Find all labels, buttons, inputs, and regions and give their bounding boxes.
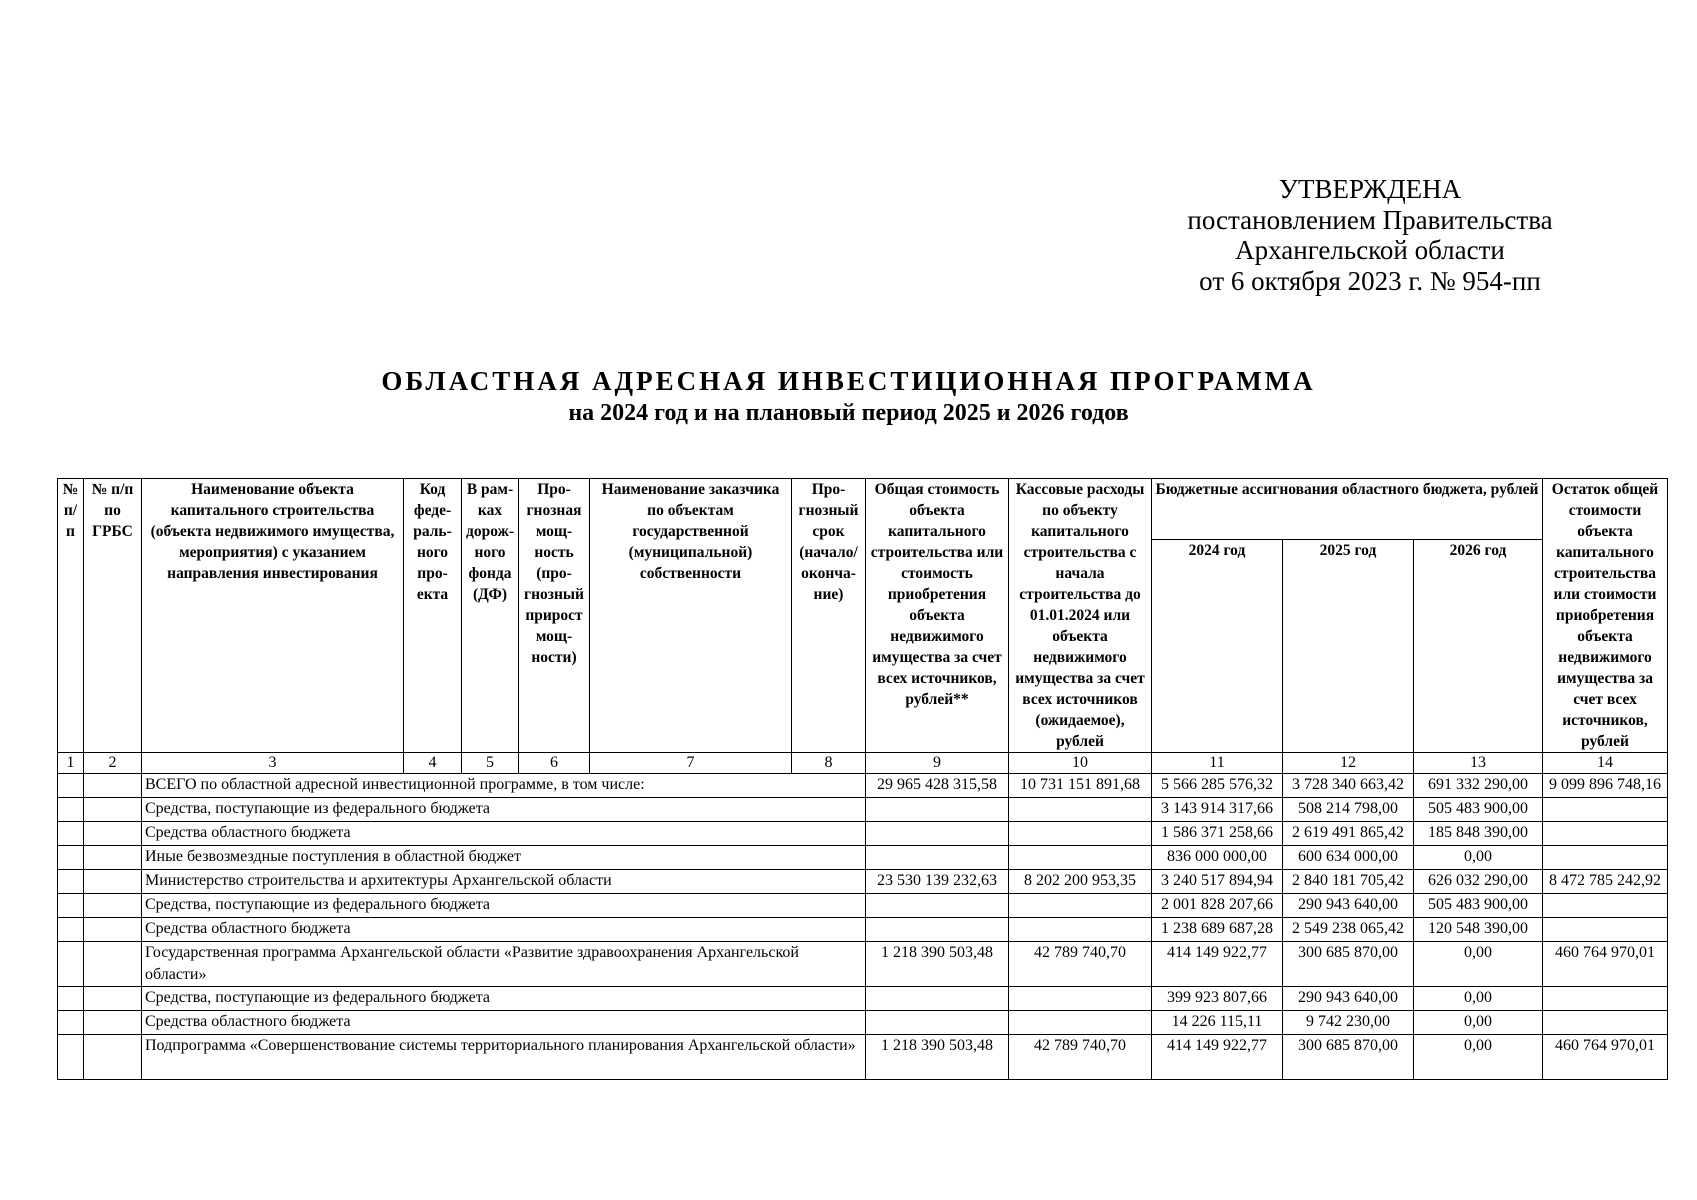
row-2025-cell: 290 943 640,00: [1283, 987, 1414, 1011]
header-road-fund: В рам-ках дорож-ного фонда (ДФ): [462, 479, 519, 753]
row-number-cell: [58, 846, 84, 870]
approval-line-2: постановлением Правительства: [1187, 204, 1553, 235]
row-2024-cell: 414 149 922,77: [1152, 942, 1283, 987]
column-number: 5: [462, 753, 519, 774]
row-remainder-cell: [1543, 894, 1668, 918]
row-remainder-cell: 460 764 970,01: [1543, 1035, 1668, 1080]
row-grbs-cell: [84, 894, 142, 918]
header-total-cost: Общая стоимость объекта капитального строительства или стоимость приобретения объекта недвижимого имущества за счет всех источников, рублей**: [866, 479, 1009, 753]
row-name-cell: Средства, поступающие из федерального бюджета: [142, 798, 866, 822]
row-grbs-cell: [84, 870, 142, 894]
row-2025-cell: 300 685 870,00: [1283, 1035, 1414, 1080]
column-number: 8: [792, 753, 866, 774]
row-remainder-cell: [1543, 987, 1668, 1011]
column-number: 12: [1283, 753, 1414, 774]
table-row: [58, 822, 1668, 846]
column-number: 2: [84, 753, 142, 774]
column-number: 11: [1152, 753, 1283, 774]
investment-program-table: [57, 478, 1668, 1080]
row-cash-expenses-cell: [1009, 894, 1152, 918]
header-federal-project-code: Код феде-раль-ного про-екта: [404, 479, 462, 753]
row-total-cost-cell: [866, 1011, 1009, 1035]
row-2026-cell: 0,00: [1414, 1011, 1543, 1035]
column-number: 7: [590, 753, 792, 774]
row-cash-expenses-cell: 8 202 200 953,35: [1009, 870, 1152, 894]
header-customer: Наименование заказчика по объектам государственной (муниципальной) собственности: [590, 479, 792, 753]
row-2025-cell: 290 943 640,00: [1283, 894, 1414, 918]
row-remainder-cell: 460 764 970,01: [1543, 942, 1668, 987]
column-number: 1: [58, 753, 84, 774]
column-number-row: [58, 753, 1668, 774]
row-2024-cell: 3 143 914 317,66: [1152, 798, 1283, 822]
row-2024-cell: 1 238 689 687,28: [1152, 918, 1283, 942]
row-grbs-cell: [84, 987, 142, 1011]
row-total-cost-cell: [866, 822, 1009, 846]
row-remainder-cell: [1543, 1011, 1668, 1035]
row-2025-cell: 9 742 230,00: [1283, 1011, 1414, 1035]
header-object-name: Наименование объекта капитального строительства (объекта недвижимого имущества, мероприятия) с указанием направления инвестирования: [142, 479, 404, 753]
row-number-cell: [58, 1035, 84, 1080]
row-2026-cell: 691 332 290,00: [1414, 774, 1543, 798]
row-remainder-cell: [1543, 822, 1668, 846]
table-header: [58, 479, 1668, 774]
table-row: [58, 894, 1668, 918]
row-2025-cell: 2 549 238 065,42: [1283, 918, 1414, 942]
row-name-cell: Государственная программа Архангельской области «Развитие здравоохранения Архангельской области»: [142, 942, 866, 987]
row-2025-cell: 508 214 798,00: [1283, 798, 1414, 822]
column-number: 10: [1009, 753, 1152, 774]
row-cash-expenses-cell: [1009, 1011, 1152, 1035]
row-2025-cell: 3 728 340 663,42: [1283, 774, 1414, 798]
row-number-cell: [58, 942, 84, 987]
header-year-2024: 2024 год: [1152, 540, 1283, 753]
row-cash-expenses-cell: [1009, 987, 1152, 1011]
row-remainder-cell: [1543, 798, 1668, 822]
header-remainder: Остаток общей стоимости объекта капитального строительства или стоимости приобретения объекта недвижимого имущества за счет всех источников, рублей: [1543, 479, 1668, 753]
row-total-cost-cell: [866, 987, 1009, 1011]
row-grbs-cell: [84, 846, 142, 870]
row-name-cell: Средства областного бюджета: [142, 822, 866, 846]
row-2024-cell: 3 240 517 894,94: [1152, 870, 1283, 894]
row-cash-expenses-cell: [1009, 918, 1152, 942]
row-remainder-cell: 9 099 896 748,16: [1543, 774, 1668, 798]
header-year-2026: 2026 год: [1414, 540, 1543, 753]
approval-line-3: Архангельской области: [1235, 235, 1505, 265]
row-number-cell: [58, 870, 84, 894]
row-2025-cell: 2 619 491 865,42: [1283, 822, 1414, 846]
row-2026-cell: 0,00: [1414, 942, 1543, 987]
column-number: 4: [404, 753, 462, 774]
row-total-cost-cell: [866, 894, 1009, 918]
row-2026-cell: 0,00: [1414, 1035, 1543, 1080]
row-number-cell: [58, 918, 84, 942]
row-remainder-cell: [1543, 918, 1668, 942]
row-total-cost-cell: 23 530 139 232,63: [866, 870, 1009, 894]
approval-stamp: [1160, 174, 1580, 296]
column-number: 9: [866, 753, 1009, 774]
row-2025-cell: 300 685 870,00: [1283, 942, 1414, 987]
row-2024-cell: 399 923 807,66: [1152, 987, 1283, 1011]
row-grbs-cell: [84, 822, 142, 846]
row-name-cell: Средства, поступающие из федерального бюджета: [142, 987, 866, 1011]
row-2025-cell: 2 840 181 705,42: [1283, 870, 1414, 894]
table-row: [58, 846, 1668, 870]
row-2026-cell: 505 483 900,00: [1414, 894, 1543, 918]
table-row: [58, 987, 1668, 1011]
row-grbs-cell: [84, 942, 142, 987]
row-remainder-cell: [1543, 846, 1668, 870]
row-grbs-cell: [84, 774, 142, 798]
row-2026-cell: 0,00: [1414, 987, 1543, 1011]
row-cash-expenses-cell: [1009, 822, 1152, 846]
row-name-cell: Министерство строительства и архитектуры Архангельской области: [142, 870, 866, 894]
row-number-cell: [58, 894, 84, 918]
row-name-cell: Подпрограмма «Совершенствование системы территориального планирования Архангельской области»: [142, 1035, 866, 1080]
row-2026-cell: 185 848 390,00: [1414, 822, 1543, 846]
row-total-cost-cell: 1 218 390 503,48: [866, 942, 1009, 987]
row-2024-cell: 5 566 285 576,32: [1152, 774, 1283, 798]
document-subtitle: на 2024 год и на плановый период 2025 и 2026 годов: [568, 400, 1129, 426]
row-2026-cell: 626 032 290,00: [1414, 870, 1543, 894]
row-2024-cell: 414 149 922,77: [1152, 1035, 1283, 1080]
row-2024-cell: 1 586 371 258,66: [1152, 822, 1283, 846]
table-row: [58, 774, 1668, 798]
row-number-cell: [58, 822, 84, 846]
table-row: [58, 1035, 1668, 1080]
row-grbs-cell: [84, 1035, 142, 1080]
row-total-cost-cell: [866, 918, 1009, 942]
column-number: 14: [1543, 753, 1668, 774]
header-number: № п/п: [58, 479, 84, 753]
column-number: 3: [142, 753, 404, 774]
table-row: [58, 870, 1668, 894]
header-capacity: Про-гнозная мощ-ность (про-гнозный прирост мощ-ности): [519, 479, 590, 753]
row-cash-expenses-cell: [1009, 798, 1152, 822]
row-2026-cell: 505 483 900,00: [1414, 798, 1543, 822]
column-number: 13: [1414, 753, 1543, 774]
approval-line-4: от 6 октября 2023 г. № 954-пп: [1199, 265, 1541, 296]
header-term: Про-гнозный срок (начало/ оконча-ние): [792, 479, 866, 753]
column-number: 6: [519, 753, 590, 774]
row-grbs-cell: [84, 918, 142, 942]
row-total-cost-cell: [866, 798, 1009, 822]
table-body: [58, 774, 1668, 1080]
row-total-cost-cell: 1 218 390 503,48: [866, 1035, 1009, 1080]
table-row: [58, 1011, 1668, 1035]
row-cash-expenses-cell: 42 789 740,70: [1009, 942, 1152, 987]
row-2025-cell: 600 634 000,00: [1283, 846, 1414, 870]
row-remainder-cell: 8 472 785 242,92: [1543, 870, 1668, 894]
row-cash-expenses-cell: [1009, 846, 1152, 870]
table-row: [58, 798, 1668, 822]
row-2024-cell: 2 001 828 207,66: [1152, 894, 1283, 918]
row-2026-cell: 120 548 390,00: [1414, 918, 1543, 942]
row-2024-cell: 14 226 115,11: [1152, 1011, 1283, 1035]
table-row: [58, 918, 1668, 942]
row-grbs-cell: [84, 1011, 142, 1035]
header-year-2025: 2025 год: [1283, 540, 1414, 753]
approval-line-1: УТВЕРЖДЕНА: [1278, 174, 1462, 204]
header-grbs-number: № п/п по ГРБС: [84, 479, 142, 753]
row-number-cell: [58, 1011, 84, 1035]
header-budget-allocations: Бюджетные ассигнования областного бюджета, рублей: [1152, 479, 1543, 540]
row-name-cell: Иные безвозмездные поступления в областной бюджет: [142, 846, 866, 870]
row-number-cell: [58, 987, 84, 1011]
row-2024-cell: 836 000 000,00: [1152, 846, 1283, 870]
row-total-cost-cell: [866, 846, 1009, 870]
table-row: [58, 942, 1668, 987]
row-grbs-cell: [84, 798, 142, 822]
row-cash-expenses-cell: 42 789 740,70: [1009, 1035, 1152, 1080]
document-title: ОБЛАСТНАЯ АДРЕСНАЯ ИНВЕСТИЦИОННАЯ ПРОГРАММА: [381, 366, 1316, 396]
row-name-cell: Средства, поступающие из федерального бюджета: [142, 894, 866, 918]
row-cash-expenses-cell: 10 731 151 891,68: [1009, 774, 1152, 798]
row-name-cell: Средства областного бюджета: [142, 1011, 866, 1035]
row-name-cell: ВСЕГО по областной адресной инвестиционной программе, в том числе:: [142, 774, 866, 798]
header-cash-expenses: Кассовые расходы по объекту капитального строительства с начала строительства до 01.01.2024 или объекта недвижимого имущества за счет всех источников (ожидаемое), рублей: [1009, 479, 1152, 753]
row-2026-cell: 0,00: [1414, 846, 1543, 870]
row-name-cell: Средства областного бюджета: [142, 918, 866, 942]
row-total-cost-cell: 29 965 428 315,58: [866, 774, 1009, 798]
row-number-cell: [58, 774, 84, 798]
row-number-cell: [58, 798, 84, 822]
